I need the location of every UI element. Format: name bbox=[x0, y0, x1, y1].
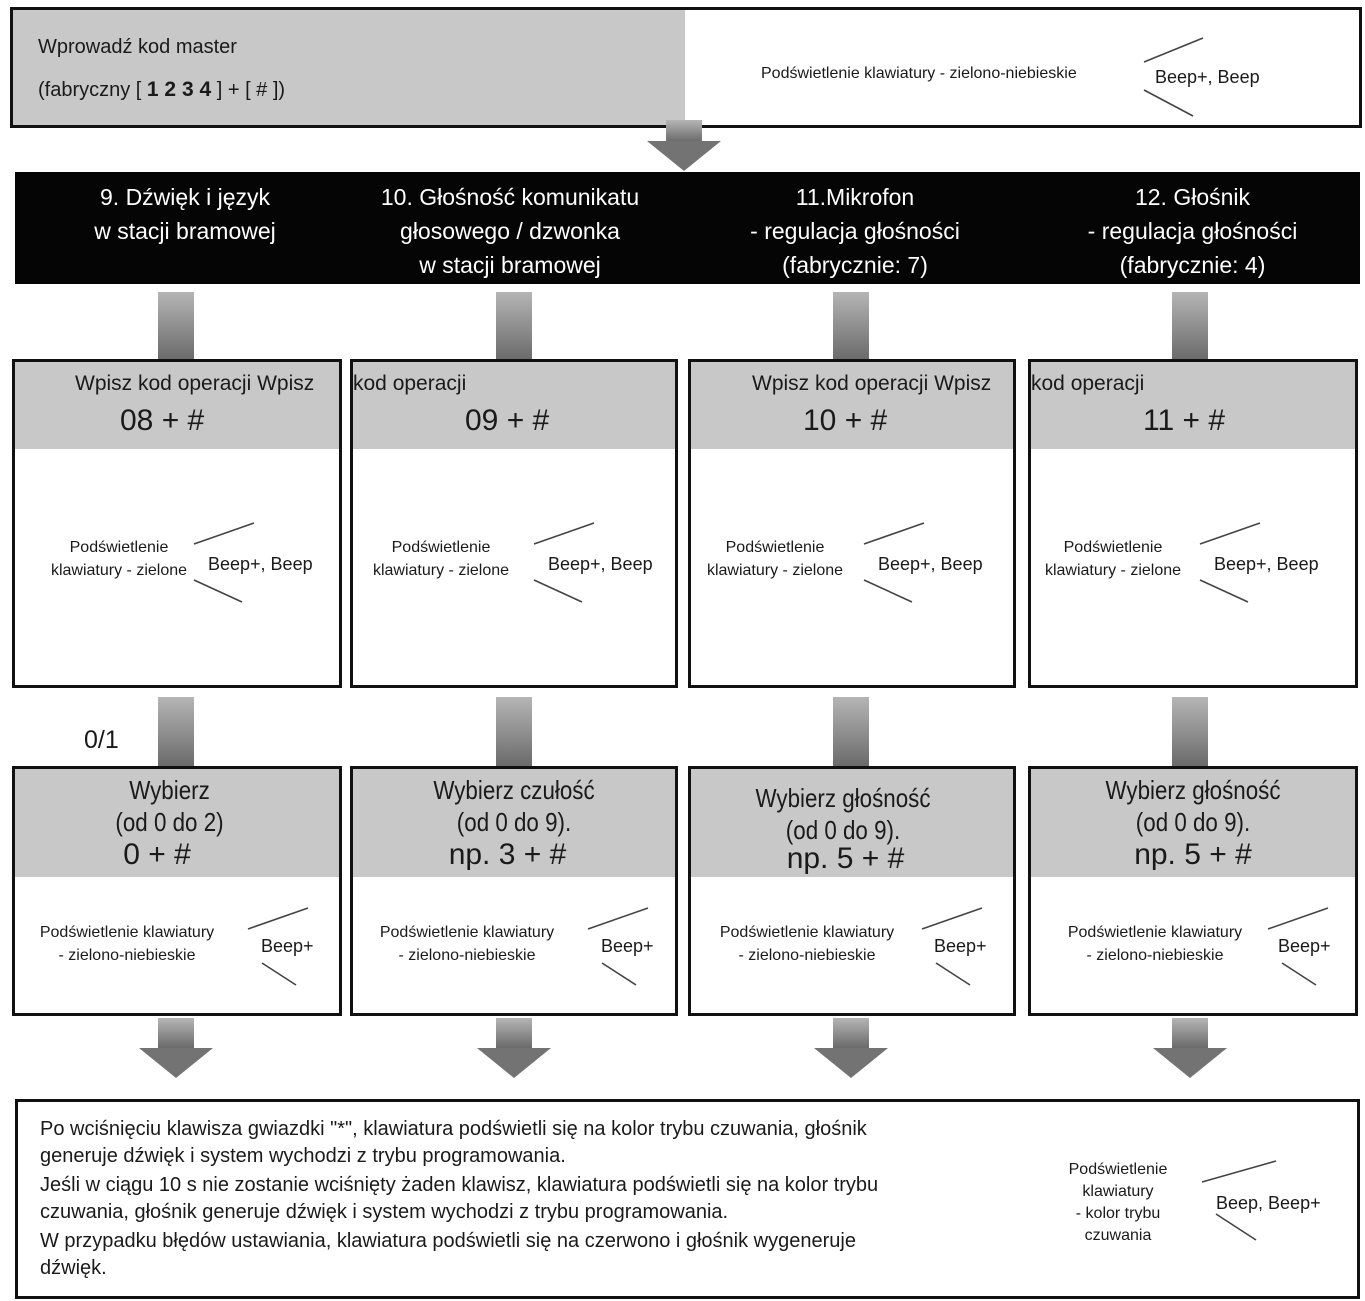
arrow-down-icon bbox=[477, 1048, 551, 1078]
arrow-down-icon bbox=[814, 1048, 888, 1078]
operation-code: 09 + # bbox=[465, 404, 550, 437]
select-title: Wybierz (od 0 do 2) bbox=[115, 775, 224, 837]
operation-beep-text: Beep+, Beep bbox=[208, 554, 313, 574]
operation-backlight-text: Podświetlenie klawiatury - zielone bbox=[706, 539, 844, 579]
operation-code: 11 + # bbox=[1143, 404, 1226, 437]
select-code: np. 5 + # bbox=[786, 842, 905, 875]
operation-backlight-text: Podświetlenie klawiatury - zielone bbox=[372, 539, 510, 579]
arrow-stem bbox=[833, 1018, 869, 1048]
arrow-stem bbox=[1172, 697, 1208, 767]
arrow-stem bbox=[1172, 292, 1208, 360]
arrow-down-icon bbox=[1153, 1048, 1227, 1078]
operation-beep-text: Beep+, Beep bbox=[548, 554, 653, 574]
select-code: np. 5 + # bbox=[1134, 838, 1252, 871]
arrow-stem bbox=[833, 697, 869, 767]
master-code-prefix: (fabryczny [ bbox=[38, 79, 142, 101]
select-beep-text: Beep+ bbox=[601, 936, 654, 956]
master-code-title: Wprowadź kod master bbox=[38, 36, 237, 58]
header-volume: 10. Głośność komunikatu głosowego / dzwonka w stacji bramowej bbox=[380, 184, 640, 278]
operation-label: Wpisz kod operacji Wpisz bbox=[752, 372, 992, 395]
select-beep-text: Beep+ bbox=[934, 936, 987, 956]
exit-info-star: Po wciśnięciu klawisza gwiazdki "*", klawiatura podświetli się na kolor trybu czuwania, głośnik generuje dźwięk i system wychodzi z trybu programowania. bbox=[40, 1118, 867, 1167]
exit-info-box bbox=[15, 1099, 1360, 1299]
header-speaker: 12. Głośnik - regulacja głośności (fabrycznie: 4) bbox=[1087, 184, 1298, 278]
exit-info-timeout: Jeśli w ciągu 10 s nie zostanie wciśnięty żaden klawisz, klawiatura podświetli się na kolor trybu czuwania, głośnik generuje dźwięk i system wychodzi z trybu programowania. bbox=[40, 1174, 879, 1223]
arrow-stem bbox=[496, 292, 532, 360]
select-beep-text: Beep+ bbox=[1278, 936, 1331, 956]
arrow-stem bbox=[833, 292, 869, 360]
arrow-stem bbox=[496, 697, 532, 767]
master-beep-text: Beep+, Beep bbox=[1155, 67, 1260, 87]
operation-code: 08 + # bbox=[120, 404, 205, 437]
master-code-digits: 1 2 3 4 bbox=[146, 78, 212, 101]
select-beep-text: Beep+ bbox=[261, 936, 314, 956]
select-title: Wybierz głośność (od 0 do 9). bbox=[755, 783, 931, 845]
operation-label: kod operacji bbox=[1031, 372, 1145, 395]
arrow-stem bbox=[158, 1018, 194, 1048]
master-code-box bbox=[10, 7, 1362, 128]
master-backlight-text: Podświetlenie klawiatury - zielono-niebieskie bbox=[761, 65, 1077, 82]
select-backlight-text: Podświetlenie klawiatury - zielono-niebieskie bbox=[379, 924, 555, 964]
arrow-stem bbox=[496, 1018, 532, 1048]
select-backlight-text: Podświetlenie klawiatury - zielono-niebieskie bbox=[1067, 924, 1243, 964]
select-backlight-text: Podświetlenie klawiatury - zielono-niebieskie bbox=[39, 924, 215, 964]
master-code-default bbox=[38, 78, 285, 102]
operation-beep-text: Beep+, Beep bbox=[1214, 554, 1319, 574]
arrow-stem bbox=[666, 120, 702, 142]
master-code-band bbox=[13, 10, 685, 125]
operation-beep-text: Beep+, Beep bbox=[878, 554, 983, 574]
header-sound-language: 9. Dźwięk i język w stacji bramowej bbox=[94, 184, 276, 244]
select-option-label: 0/1 bbox=[84, 726, 119, 754]
operation-code: 10 + # bbox=[803, 404, 888, 437]
select-title: Wybierz czułość (od 0 do 9). bbox=[433, 775, 595, 837]
header-microphone: 11.Mikrofon - regulacja głośności (fabrycznie: 7) bbox=[750, 184, 960, 278]
exit-beep-text: Beep, Beep+ bbox=[1216, 1193, 1321, 1213]
arrow-stem bbox=[1172, 1018, 1208, 1048]
arrow-stem bbox=[158, 292, 194, 360]
operation-label: Wpisz kod operacji Wpisz bbox=[75, 372, 315, 395]
arrow-stem bbox=[158, 697, 194, 767]
operation-label: kod operacji bbox=[353, 372, 467, 395]
operation-backlight-text: Podświetlenie klawiatury - zielone bbox=[1044, 539, 1182, 579]
exit-backlight-text: Podświetlenie klawiatury - kolor trybu czuwania bbox=[1068, 1161, 1168, 1244]
select-code: 0 + # bbox=[123, 838, 191, 871]
operation-backlight-text: Podświetlenie klawiatury - zielone bbox=[50, 539, 188, 579]
master-code-suffix: ] + [ # ]) bbox=[216, 79, 286, 101]
select-backlight-text: Podświetlenie klawiatury - zielono-niebieskie bbox=[719, 924, 895, 964]
arrow-down-icon bbox=[647, 141, 721, 171]
select-code: np. 3 + # bbox=[448, 838, 567, 871]
exit-info-error: W przypadku błędów ustawiania, klawiatura podświetli się na czerwono i głośnik wygeneruje dźwięk. bbox=[40, 1230, 856, 1279]
select-title: Wybierz głośność (od 0 do 9). bbox=[1105, 775, 1281, 837]
arrow-down-icon bbox=[139, 1048, 213, 1078]
